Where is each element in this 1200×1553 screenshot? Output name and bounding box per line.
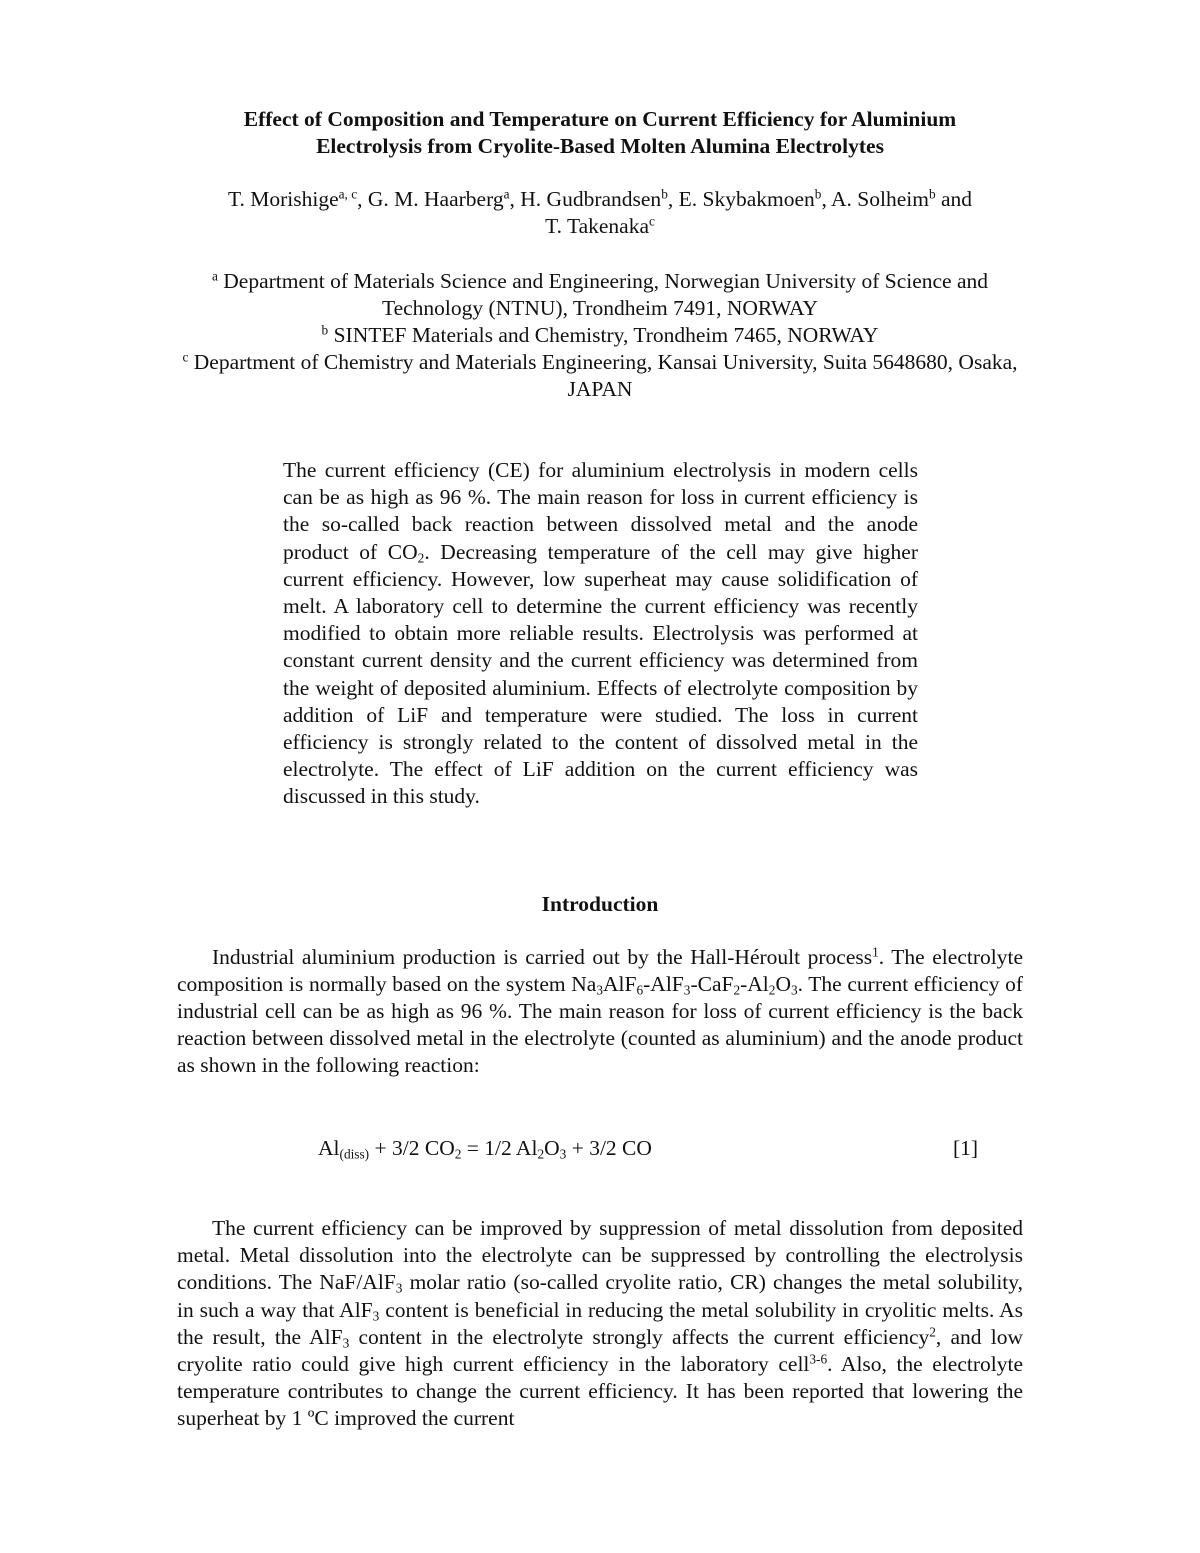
author-affil-mark: a, c [338, 186, 358, 202]
text-run: AlF [603, 972, 637, 996]
text-run: -AlF [643, 972, 684, 996]
abstract-subscript: 2 [417, 549, 425, 565]
author-separator: , [509, 187, 521, 211]
equation-1 [318, 1135, 652, 1162]
affiliation-mark: c [182, 349, 189, 365]
subscript: 3 [790, 982, 798, 998]
equation-subscript: 2 [454, 1146, 462, 1162]
author-separator: , [357, 187, 368, 211]
text-run: O [775, 972, 791, 996]
equation-term: + 3/2 CO [566, 1136, 652, 1160]
author-separator: , [821, 187, 832, 211]
text-run: content is beneficial in reducing the metal solubility in cryolitic melts. As the result, the AlF [177, 1297, 1023, 1349]
author-name: H. Gudbrandsen [520, 187, 662, 211]
author-name: E. Skybakmoen [678, 187, 815, 211]
affiliation-list [160, 268, 1040, 403]
author-affil-mark: c [649, 213, 655, 229]
subscript: 2 [768, 982, 776, 998]
text-run: molar ratio (so-called cryolite ratio, CR) changes the metal solubility, in such a way that AlF [177, 1270, 1023, 1322]
author-separator: , [667, 187, 679, 211]
affiliation-text: Department of Chemistry and Materials Engineering, Kansai University, Suita 5648680, Osaka, JAPAN [193, 350, 1018, 401]
equation-number: [1] [953, 1136, 979, 1160]
intro-paragraph-1 [177, 944, 1023, 1079]
equation-term: O [544, 1136, 560, 1160]
equation-term: + 3/2 CO [369, 1136, 455, 1160]
abstract [283, 457, 918, 811]
text-run: , and low cryolite ratio could give high current efficiency in the laboratory cell [177, 1324, 1024, 1377]
equation-subscript: (diss) [339, 1146, 370, 1162]
text-run: . The current efficiency of industrial cell can be as high as 96 %. The main reason for loss of current efficiency is the back reaction between dissolved metal in the electrolyte (counted as aluminium) and the anode product as shown in the following reaction: [177, 972, 1024, 1077]
paper-title [150, 106, 1050, 160]
affiliation-text: SINTEF Materials and Chemistry, Trondheim 7465, NORWAY [333, 323, 879, 347]
subscript: 3 [596, 982, 603, 998]
text-run: . Also, the electrolyte temperature contributes to change the current efficiency. It has been reported that lowering the superheat by 1 ºC improved the current [177, 1352, 1023, 1431]
subscript: 6 [636, 982, 644, 998]
affiliation-a [160, 268, 1040, 322]
section-heading-introduction: Introduction [541, 892, 659, 916]
abstract-text-2: . Decreasing temperature of the cell may give higher current efficiency. However, low superheat may cause solidification of melt. A laboratory cell to determine the current efficiency was recently modified to obtain more reliable results. Electrolysis was performed at constant current density and the current efficiency was determined from the weight of deposited aluminium. Effects of electrolyte composition by addition of LiF and temperature were studied. The loss in current efficiency is strongly related to the content of dissolved metal in the electrolyte. The effect of LiF addition on the current efficiency was discussed in this study. [283, 539, 919, 809]
affiliation-c [160, 349, 1040, 403]
abstract-text-1: The current efficiency (CE) for aluminium electrolysis in modern cells can be as high as 96 %. The main reason for loss in current efficiency is the so-called back reaction between dissolved metal and the anode product of CO [283, 458, 918, 564]
text-run: -CaF [690, 972, 734, 996]
subscript: 3 [342, 1335, 350, 1351]
author-name: T. Morishige [227, 187, 339, 211]
author-affil-mark: b [814, 186, 822, 202]
author-list [160, 186, 1040, 240]
text-run: content in the electrolyte strongly affects the current efficiency [349, 1324, 930, 1349]
author-name: G. M. Haarberg [367, 187, 504, 211]
author-name: T. Takenaka [545, 214, 650, 238]
author-affil-mark: b [661, 186, 668, 202]
reference-mark: 3-6 [809, 1351, 828, 1367]
text-run: The current efficiency can be improved by suppression of metal dissolution from deposited metal. Metal dissolution into the electrolyte can be suppressed by controlling the electrolysis conditions. The NaF/AlF [177, 1216, 1023, 1295]
author-name: A. Solheim [831, 187, 929, 211]
author-affil-mark: a [503, 186, 510, 202]
reference-mark: 1 [872, 944, 879, 960]
author-separator: and [935, 187, 973, 211]
text-run: . The electrolyte composition is normally based on the system Na [177, 945, 1023, 996]
subscript: 3 [683, 982, 691, 998]
affiliation-b [160, 322, 1040, 349]
subscript: 3 [395, 1280, 403, 1296]
equation-subscript: 3 [559, 1146, 567, 1162]
equation-subscript: 2 [537, 1146, 545, 1162]
subscript: 3 [372, 1307, 380, 1323]
author-affil-mark: b [928, 186, 936, 202]
text-run: Industrial aluminium production is carried out by the Hall-Héroult process [212, 945, 873, 969]
title-line-1: Effect of Composition and Temperature on Current Efficiency for Aluminium [243, 107, 957, 131]
text-run: -Al [740, 972, 769, 996]
reference-mark: 2 [929, 1324, 936, 1340]
affiliation-text: Department of Materials Science and Engineering, Norwegian University of Science and Technology (NTNU), Trondheim 7491, NORWAY [223, 269, 989, 320]
title-line-2: Electrolysis from Cryolite-Based Molten Alumina Electrolytes [316, 134, 884, 158]
equation-term: Al [318, 1136, 340, 1160]
affiliation-mark: b [321, 322, 329, 338]
intro-paragraph-2 [177, 1215, 1023, 1433]
subscript: 2 [733, 982, 741, 998]
affiliation-mark: a [211, 268, 218, 284]
equation-term: = 1/2 Al [461, 1136, 538, 1160]
